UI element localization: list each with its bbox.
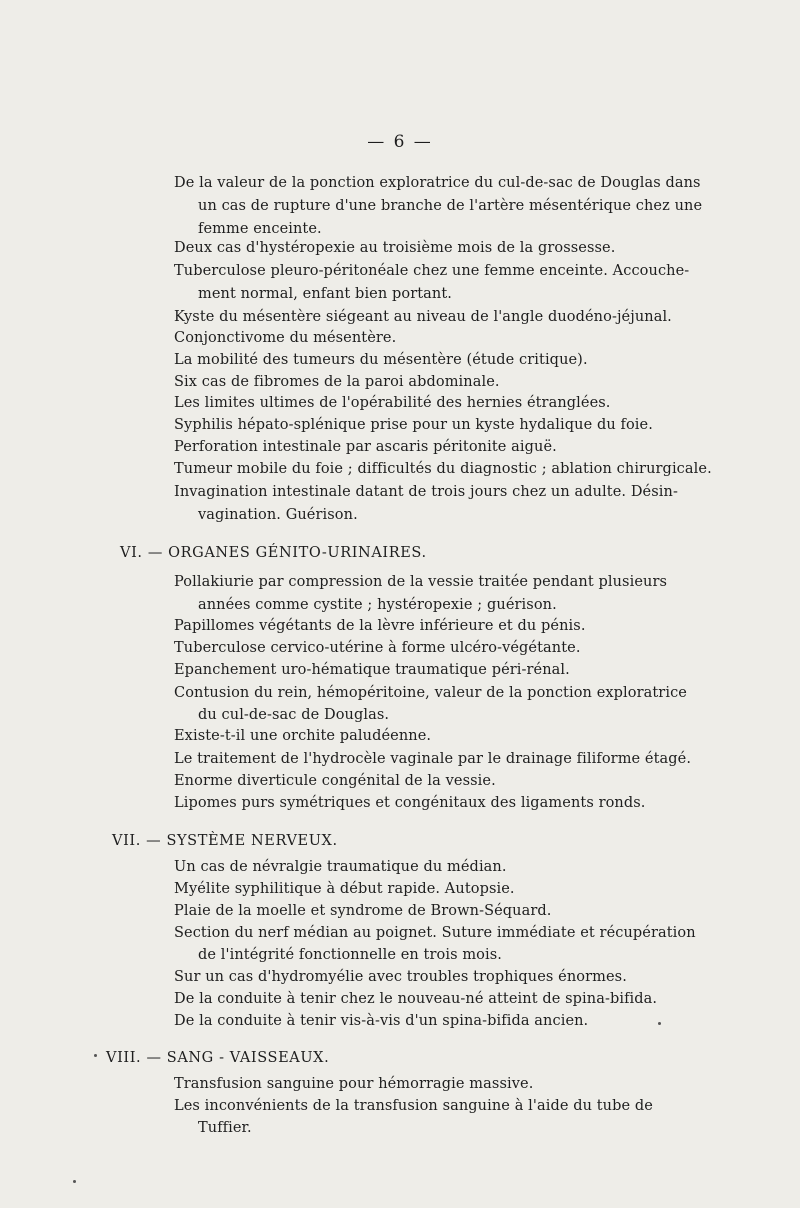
text-line: Conjonctivome du mésentère. (174, 330, 397, 346)
text-line: Plaie de la moelle et syndrome de Brown-Séquard. (174, 903, 552, 919)
text-line: La mobilité des tumeurs du mésentère (étude critique). (174, 352, 588, 368)
text-line: vagination. Guérison. (198, 507, 358, 523)
section-heading: VII. — SYSTÈME NERVEUX. (112, 833, 338, 849)
text-line: Tumeur mobile du foie ; difficultés du diagnostic ; ablation chirurgicale. (174, 461, 712, 477)
text-line: Le traitement de l'hydrocèle vaginale par le drainage filiforme étagé. (174, 751, 692, 767)
text-line: Kyste du mésentère siégeant au niveau de l'angle duodéno-jéjunal. (174, 309, 672, 325)
text-line: Epanchement uro-hématique traumatique péri-rénal. (174, 662, 570, 678)
text-line: De la conduite à tenir vis-à-vis d'un spina-bifida ancien. (174, 1013, 589, 1029)
text-line: Pollakiurie par compression de la vessie traitée pendant plusieurs (174, 574, 668, 590)
text-line: Tuffier. (198, 1120, 252, 1136)
text-line: De la conduite à tenir chez le nouveau-né atteint de spina-bifida. (174, 991, 658, 1007)
text-line: Syphilis hépato-splénique prise pour un kyste hydalique du foie. (174, 417, 653, 433)
text-line: Invagination intestinale datant de trois jours chez un adulte. Désin- (174, 484, 678, 500)
text-line: Existe-t-il une orchite paludéenne. (174, 728, 432, 744)
text-line: années comme cystite ; hystéropexie ; guérison. (198, 597, 557, 613)
scan-speck (94, 1054, 97, 1057)
text-line: du cul-de-sac de Douglas. (198, 707, 390, 723)
scan-speck (73, 1180, 76, 1183)
text-line: Deux cas d'hystéropexie au troisième mois de la grossesse. (174, 240, 616, 256)
page-number: — 6 — (367, 132, 433, 152)
section-heading: VIII. — SANG - VAISSEAUX. (106, 1050, 330, 1066)
text-line: Six cas de fibromes de la paroi abdominale. (174, 374, 500, 390)
text-line: un cas de rupture d'une branche de l'artère mésentérique chez une (198, 198, 703, 214)
text-line: Papillomes végétants de la lèvre inférieure et du pénis. (174, 618, 586, 634)
text-line: De la valeur de la ponction exploratrice du cul-de-sac de Douglas dans (174, 175, 701, 191)
text-line: Tuberculose pleuro-péritonéale chez une femme enceinte. Accouche- (174, 263, 690, 279)
text-line: Perforation intestinale par ascaris péritonite aiguë. (174, 439, 557, 455)
text-line: ment normal, enfant bien portant. (198, 286, 452, 302)
text-line: Les limites ultimes de l'opérabilité des hernies étranglées. (174, 395, 611, 411)
text-line: Un cas de névralgie traumatique du médian. (174, 859, 507, 875)
text-line: de l'intégrité fonctionnelle en trois mois. (198, 947, 502, 963)
text-line: Enorme diverticule congénital de la vessie. (174, 773, 496, 789)
text-line: Sur un cas d'hydromyélie avec troubles trophiques énormes. (174, 969, 627, 985)
text-line: Tuberculose cervico-utérine à forme ulcéro-végétante. (174, 640, 581, 656)
text-line: Les inconvénients de la transfusion sanguine à l'aide du tube de (174, 1098, 653, 1114)
scan-speck (658, 1022, 661, 1025)
text-line: Contusion du rein, hémopéritoine, valeur de la ponction exploratrice (174, 685, 687, 701)
text-line: Myélite syphilitique à début rapide. Autopsie. (174, 881, 515, 897)
text-line: Section du nerf médian au poignet. Suture immédiate et récupération (174, 925, 696, 941)
text-line: Transfusion sanguine pour hémorragie massive. (174, 1076, 534, 1092)
section-heading: VI. — ORGANES GÉNITO-URINAIRES. (120, 545, 427, 561)
text-line: Lipomes purs symétriques et congénitaux des ligaments ronds. (174, 795, 646, 811)
text-line: femme enceinte. (198, 221, 322, 237)
